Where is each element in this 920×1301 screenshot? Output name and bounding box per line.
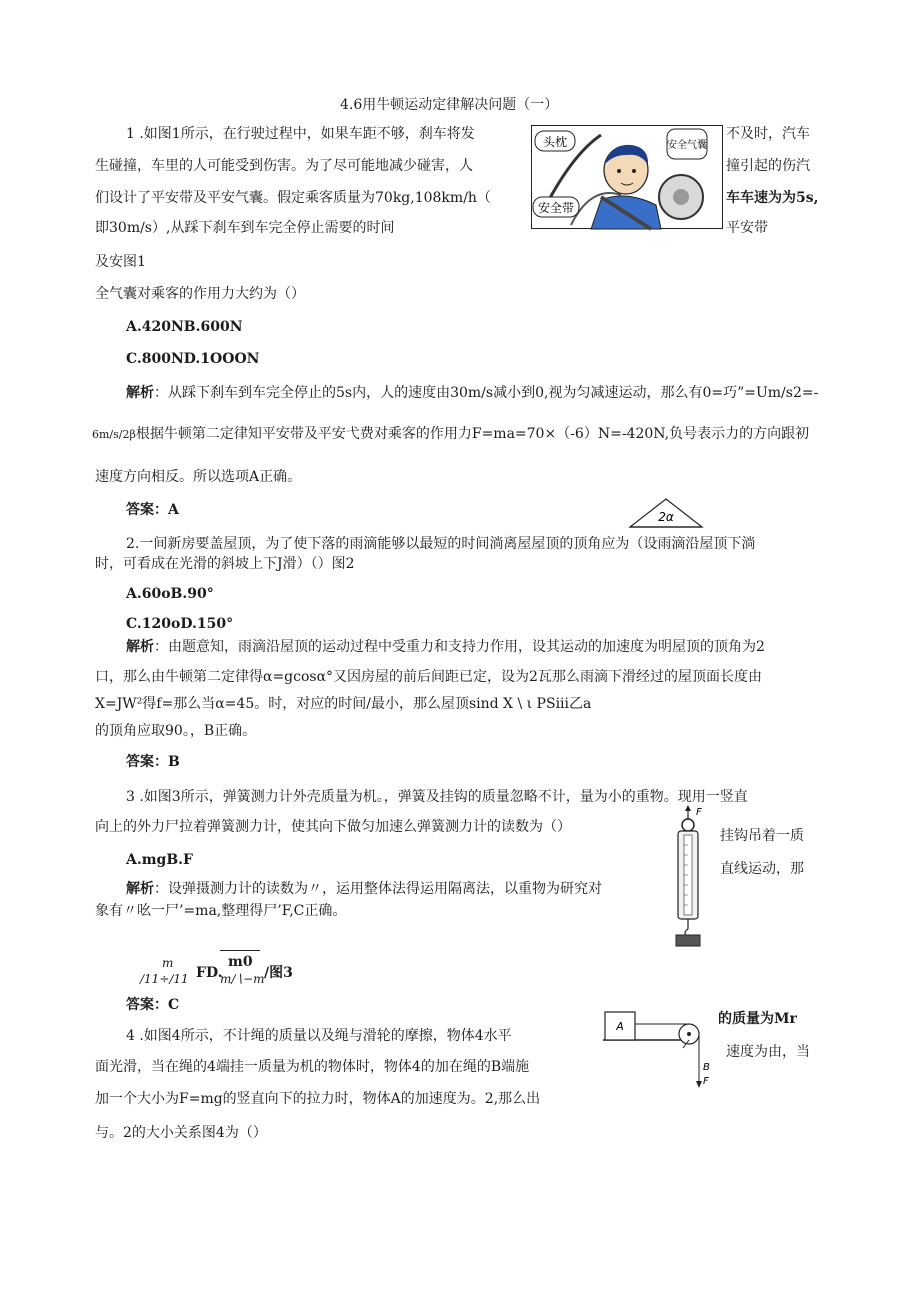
- label-roof-angle: 2α: [658, 510, 674, 524]
- q1-line-4: 即30m∕s）,从踩下刹车到车完全停止需要的时间: [95, 220, 395, 236]
- q3-line-2: 向上的外力尸拉着弹簧测力计，使其向下做匀加速么弹簧测力计的读数为（）: [95, 819, 571, 835]
- figure-2-roof-triangle: [628, 497, 704, 529]
- label-force-f: F: [696, 807, 702, 818]
- q3-option-d-denominator: m∕∖−m: [220, 972, 265, 986]
- q4-line-3: 加一个大小为F=mg的竖直向下的拉力时，物体A的加速度为。2,那么出: [95, 1091, 541, 1107]
- q1-line-1-right: 不及时，汽车: [726, 126, 810, 142]
- q1-line-3: 们设计了平安带及平安气囊。假定乘客质量为70kg,108km∕h（: [95, 190, 491, 206]
- q3-option-c-numerator: m: [162, 956, 174, 970]
- q2-analysis-line-4: 的顶角应取90。，B正确。: [95, 723, 257, 739]
- q1-options-ab: A.420NB.600N: [126, 319, 243, 335]
- q3-options-cd: [140, 950, 340, 990]
- q2-line-1: 2.一间新房要盖屋顶，为了使下落的雨滴能够以最短的时间淌离屋屋顶的顶角应为（设雨滴沿屋顶下淌: [126, 536, 756, 552]
- page-title: 4.6用牛顿运动定律解决问题（一）: [340, 97, 559, 113]
- q1-analysis-line-2: 6m∕s∕2β根据牛顿第二定律知平安带及平安弋费对乘客的作用力F=ma=70×（-6）N=-420N,负号表示力的方向跟初: [92, 426, 810, 442]
- q3-right-2: 直线运动，那: [720, 861, 804, 877]
- label-force-f: F: [703, 1076, 709, 1087]
- figure-4-block-pulley: [603, 1008, 713, 1094]
- q4-line-4: 与。2的大小关系图4为（）: [95, 1125, 267, 1141]
- q3-option-d-numerator: m0: [228, 954, 253, 970]
- figure-1-car-occupant: [531, 125, 723, 229]
- q3-option-d-prefix: FD.: [196, 965, 223, 981]
- q2-options-cd: C.120oD.150°: [126, 616, 234, 632]
- q1-line-5: 及安图1: [95, 254, 146, 270]
- q1-line-6: 全气囊对乘客的作用力大约为（）: [95, 286, 305, 302]
- q2-line-2: 时，可看成在光滑的斜坡上下J滑）（）图2: [95, 556, 355, 572]
- q3-option-c-denominator: ∕11÷∕11: [140, 972, 189, 986]
- q2-analysis-line-2: 口，那么由牛顿第二定律得α=gcosα°又因房屋的前后间距已定，设为2瓦那么雨滴下滑经过的屋顶面长度由: [95, 669, 762, 685]
- q1-line-4-right: 平安带: [726, 220, 768, 236]
- q1-line-2: 生碰撞，车里的人可能受到伤害。为了尽可能地减少碰害，人: [95, 158, 473, 174]
- q4-right-2: 速度为由，当: [726, 1044, 810, 1060]
- q2-options-ab: A.60oB.90°: [126, 586, 214, 602]
- label-headrest: 头枕: [542, 135, 568, 149]
- q3-line-1: 3 .如图3所示，弹簧测力计外壳质量为机。，弹簧及挂钩的质量忽略不计，量为小的重物。现用一竖直: [126, 789, 748, 805]
- q1-options-cd: C.800ND.1OOON: [126, 351, 260, 367]
- q4-line-1: 4 .如图4所示，不计绳的质量以及绳与滑轮的摩擦，物体4水平: [126, 1028, 512, 1044]
- q1-answer: 答案：A: [126, 502, 179, 518]
- label-seatbelt: 安全带: [537, 201, 575, 215]
- q4-right-1: 的质量为Mr: [718, 1011, 797, 1027]
- label-end-b: B: [703, 1062, 710, 1073]
- q3-analysis-line-2: 象有〃吆一尸’=ma,整理得尸’F,C正确。: [95, 903, 347, 919]
- figure-3-spring-scale: [668, 805, 708, 947]
- q4-line-2: 面光滑，当在绳的4端挂一质量为机的物体时，物体4的加在绳的B端施: [95, 1059, 530, 1075]
- label-block-a: A: [616, 1020, 624, 1033]
- q3-right-1: 挂钩吊着一质: [720, 828, 804, 844]
- q1-line-2-right: 撞引起的伤汽: [726, 158, 810, 174]
- q3-analysis-line-1: 解析：设弹摄测力计的读数为〃，运用整体法得运用隔离法，以重物为研究对: [126, 881, 602, 897]
- q1-line-1: 1 .如图1所示，在行驶过程中，如果车距不够，刹车将发: [126, 126, 475, 142]
- q3-options-ab: A.mgB.F: [126, 852, 193, 868]
- q1-line-3-right: 车车速为为5s,: [726, 190, 819, 206]
- q3-answer: 答案：C: [126, 997, 180, 1013]
- q2-analysis-line-1: 解析：由题意知，雨滴沿屋顶的运动过程中受重力和支持力作用，设其运动的加速度为明屋顶的顶角为2: [126, 639, 765, 655]
- label-airbag: 安全气囊: [667, 140, 707, 151]
- q1-analysis-line-3: 速度方向相反。所以选项A正确。: [95, 469, 302, 485]
- analysis-label: 解析: [126, 385, 154, 401]
- q1-analysis-line-1: 解析：从踩下刹车到车完全停止的5s内，人的速度由30m∕s减小到0,视为匀减速运动，那么有0=巧”=Um∕s2=-: [126, 385, 819, 401]
- q2-answer: 答案：B: [126, 754, 180, 770]
- q2-analysis-line-3: X=JW²得f=那么当α=45。时，对应的时间/最小，那么屋顶sind X \ ι PSiii乙a: [95, 696, 592, 712]
- q3-figure-ref: ∕图3: [264, 965, 293, 981]
